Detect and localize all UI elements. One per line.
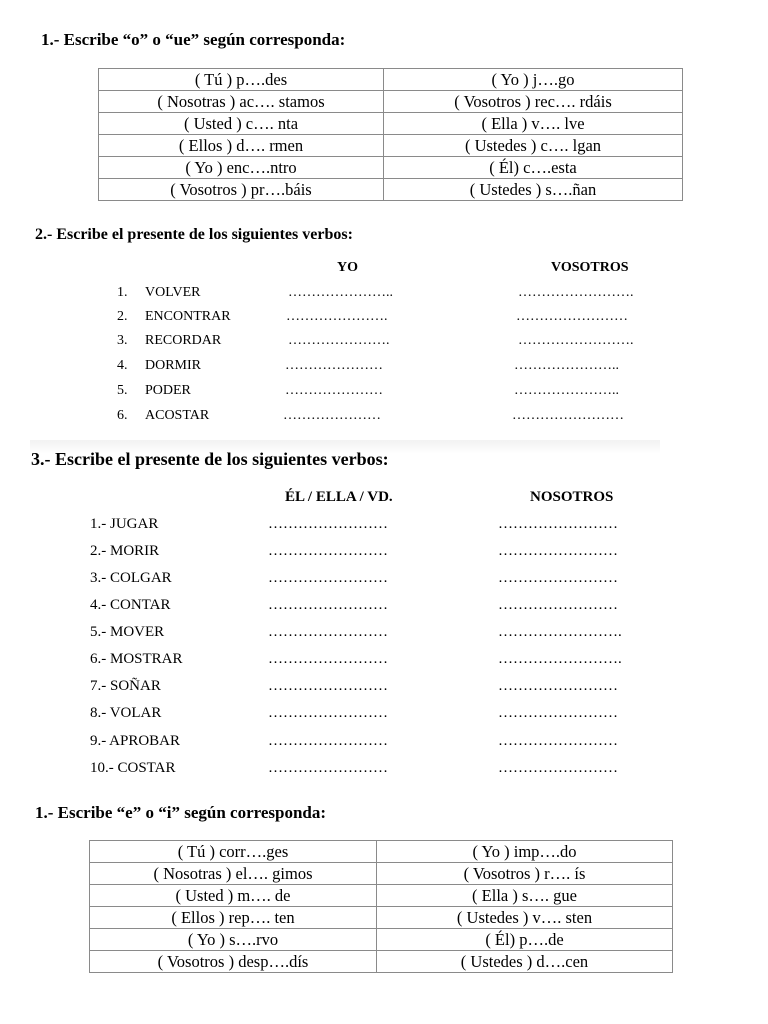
section2-title: 2.- Escribe el presente de los siguientes verbos: [35,226,353,243]
item-number: 6. [117,408,128,423]
item-number: 1. [117,285,128,300]
blank-vosotros[interactable]: ………………….. [514,358,619,373]
section3-title: 3.- Escribe el presente de los siguientes verbos: [31,449,389,469]
list-item [90,760,618,777]
blank-nosotros[interactable]: …………………… [498,516,618,532]
table-cell: ( Yo ) s….rvo [90,929,377,951]
blank-nosotros[interactable]: …………………… [498,570,618,586]
item-verb: 2.- MORIR [90,543,160,559]
blank-yo[interactable]: …………………. [288,333,390,348]
blank-el-ella-vd[interactable]: …………………… [268,543,388,559]
blank-el-ella-vd[interactable]: …………………… [268,733,388,749]
table-cell: ( Yo ) imp….do [377,841,673,863]
table-cell: ( Usted ) m…. de [90,885,377,907]
blank-el-ella-vd[interactable]: …………………… [268,570,388,586]
blank-vosotros[interactable]: ……………………. [518,333,634,348]
section2-col-vosotros: VOSOTROS [551,260,629,275]
item-verb: VOLVER [145,285,201,300]
table-cell: ( Ustedes ) d….cen [377,951,673,973]
list-item [90,705,618,722]
section4-title: 1.- Escribe “e” o “i” según corresponda: [35,803,327,822]
list-item [90,570,618,587]
blank-yo[interactable]: …………………. [286,309,388,324]
item-verb: ACOSTAR [145,408,210,423]
section1-title: 1.- Escribe “o” o “ue” según corresponda: [41,30,346,49]
table-cell: ( Usted ) c…. nta [99,113,384,135]
list-item [90,624,622,641]
table-cell: ( Ellos ) rep…. ten [90,907,377,929]
table-cell: ( Vosotros ) rec…. rdáis [384,91,683,113]
table-row [90,951,673,973]
table-row [99,69,683,91]
table-cell: ( Ella ) v…. lve [384,113,683,135]
list-item [90,678,618,695]
table-cell: ( Vosotros ) r…. ís [377,863,673,885]
table-cell: ( Ella ) s…. gue [377,885,673,907]
blank-nosotros[interactable]: ……………………. [498,624,622,640]
table-row [90,841,673,863]
item-verb: 7.- SOÑAR [90,678,161,694]
table-cell: ( Tú ) p….des [99,69,384,91]
list-item [90,651,622,668]
item-number: 2. [117,309,128,324]
table-cell: ( Vosotros ) pr….báis [99,179,384,201]
item-number: 5. [117,383,128,398]
table-cell: ( Vosotros ) desp….dís [90,951,377,973]
blank-vosotros[interactable]: …………………… [516,309,628,324]
item-verb: 1.- JUGAR [90,516,159,532]
item-verb: 3.- COLGAR [90,570,172,586]
blank-nosotros[interactable]: ……………………. [498,651,622,667]
table-cell: ( Él) p….de [377,929,673,951]
item-verb: 6.- MOSTRAR [90,651,183,667]
table-cell: ( Ustedes ) c…. lgan [384,135,683,157]
item-verb: DORMIR [145,358,202,373]
section3-col-nosotros: NOSOTROS [530,489,614,505]
list-item [90,543,618,560]
blank-el-ella-vd[interactable]: …………………… [268,678,388,694]
list-item [90,597,618,614]
item-verb: RECORDAR [145,333,222,348]
item-verb: 4.- CONTAR [90,597,171,613]
section3-col-el-ella-vd: ÉL / ELLA / VD. [285,489,393,505]
blank-yo[interactable]: ………………… [285,358,383,373]
section1-table [98,68,683,201]
item-verb: 5.- MOVER [90,624,165,640]
table-cell: ( Él) c….esta [384,157,683,179]
section4-table [89,840,673,973]
table-cell: ( Nosotras ) el…. gimos [90,863,377,885]
item-verb: PODER [145,383,191,398]
table-cell: ( Ellos ) d…. rmen [99,135,384,157]
blank-nosotros[interactable]: …………………… [498,733,618,749]
table-row [90,863,673,885]
blank-el-ella-vd[interactable]: …………………… [268,705,388,721]
table-cell: ( Ustedes ) v…. sten [377,907,673,929]
table-row [99,135,683,157]
blank-el-ella-vd[interactable]: …………………… [268,760,388,776]
blank-el-ella-vd[interactable]: …………………… [268,597,388,613]
table-cell: ( Tú ) corr….ges [90,841,377,863]
item-verb: 9.- APROBAR [90,733,181,749]
blank-vosotros[interactable]: …………………… [512,408,624,423]
blank-nosotros[interactable]: …………………… [498,678,618,694]
table-row [99,179,683,201]
table-cell: ( Yo ) enc….ntro [99,157,384,179]
list-item [90,733,618,750]
table-row [90,929,673,951]
table-cell: ( Ustedes ) s….ñan [384,179,683,201]
blank-vosotros[interactable]: ………………….. [514,383,619,398]
blank-yo[interactable]: ………………… [283,408,381,423]
table-row [99,113,683,135]
blank-nosotros[interactable]: …………………… [498,705,618,721]
table-row [90,885,673,907]
blank-el-ella-vd[interactable]: …………………… [268,624,388,640]
blank-el-ella-vd[interactable]: …………………… [268,516,388,532]
blank-nosotros[interactable]: …………………… [498,760,618,776]
blank-nosotros[interactable]: …………………… [498,543,618,559]
section2-col-yo: YO [337,260,358,275]
blank-vosotros[interactable]: ……………………. [518,285,634,300]
blank-nosotros[interactable]: …………………… [498,597,618,613]
blank-yo[interactable]: ………………… [285,383,383,398]
table-cell: ( Nosotras ) ac…. stamos [99,91,384,113]
blank-yo[interactable]: ………………….. [288,285,393,300]
table-row [90,907,673,929]
table-row [99,157,683,179]
table-row [99,91,683,113]
item-verb: ENCONTRAR [145,309,231,324]
item-verb: 8.- VOLAR [90,705,162,721]
item-verb: 10.- COSTAR [90,760,176,776]
list-item [90,516,618,533]
table-cell: ( Yo ) j….go [384,69,683,91]
item-number: 4. [117,358,128,373]
blank-el-ella-vd[interactable]: …………………… [268,651,388,667]
item-number: 3. [117,333,128,348]
